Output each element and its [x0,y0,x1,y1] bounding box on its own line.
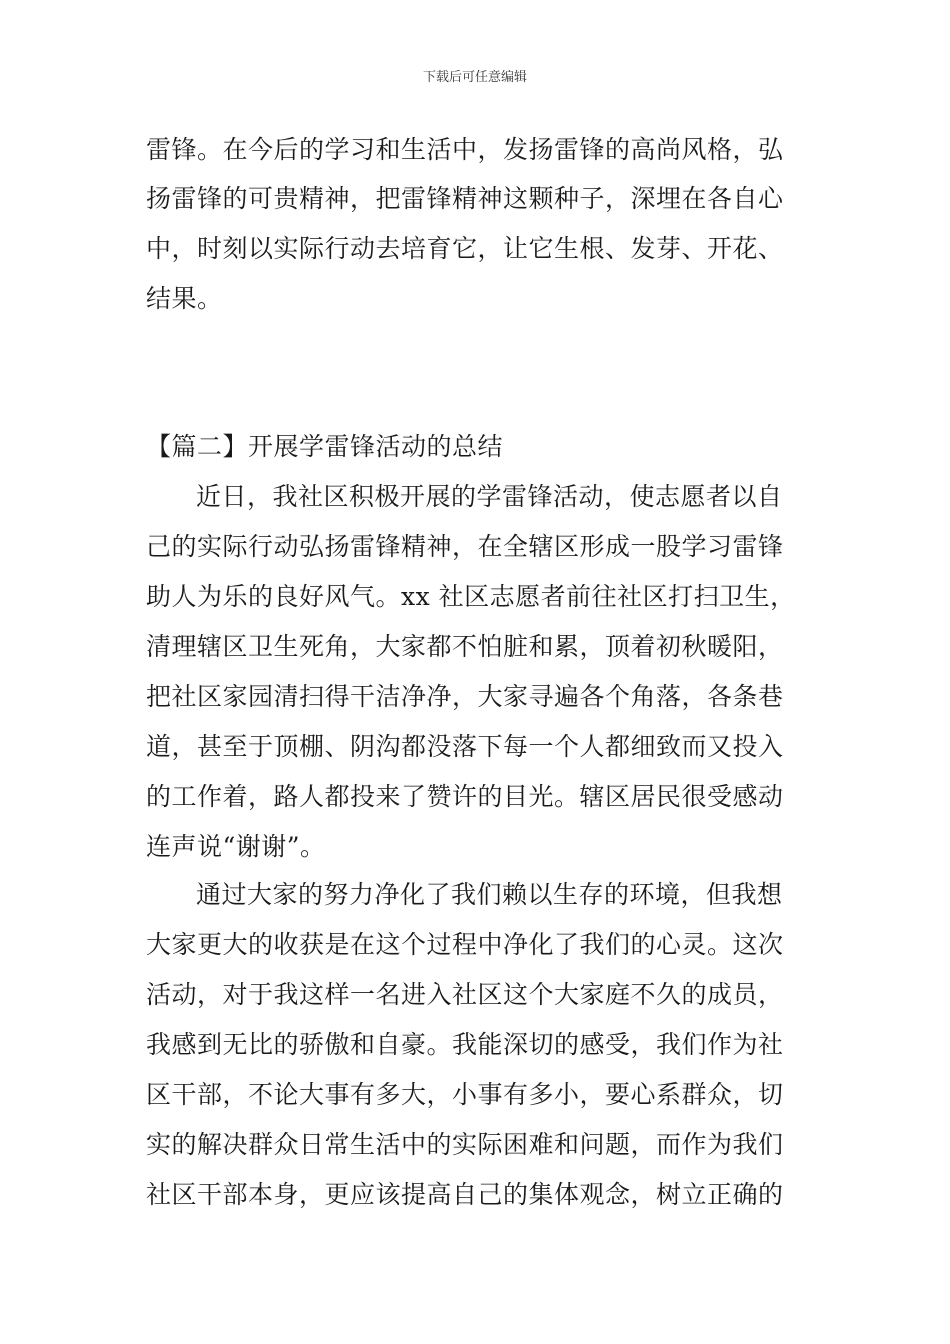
text-line: 连声说“谢谢”。 [146,832,326,861]
text-line: 我感到无比的骄傲和自豪。我能深切的感受，我们作为社 [146,1030,784,1059]
section-heading: 【篇二】开展学雷锋活动的总结 [146,432,504,461]
text-line: 扬雷锋的可贵精神，把雷锋精神这颗种子，深埋在各自心 [146,184,784,213]
text-line: 把社区家园清扫得干洁净净，大家寻遍各个角落，各条巷 [146,682,784,711]
text-line: 区干部，不论大事有多大，小事有多小，要心系群众，切 [146,1080,784,1109]
paragraph-first-line: 近日，我社区积极开展的学雷锋活动，使志愿者以自 [196,482,783,511]
text-line: 助人为乐的良好风气。xx 社区志愿者前往社区打扫卫生， [146,582,796,611]
text-line: 实的解决群众日常生活中的实际困难和问题，而作为我们 [146,1130,784,1159]
text-line: 社区干部本身，更应该提高自己的集体观念，树立正确的 [146,1180,784,1209]
paragraph-first-line: 通过大家的努力净化了我们赖以生存的环境，但我想 [196,880,783,909]
text-line: 道，甚至于顶棚、阴沟都没落下每一个人都细致而又投入 [146,732,784,761]
text-line: 结果。 [146,284,223,313]
text-line: 中，时刻以实际行动去培育它，让它生根、发芽、开花、 [146,234,784,263]
text-line: 雷锋。在今后的学习和生活中，发扬雷锋的高尚风格，弘 [146,135,784,164]
text-line: 清理辖区卫生死角，大家都不怕脏和累，顶着初秋暖阳， [146,632,784,661]
page-header: 下载后可任意编辑 [422,70,527,85]
text-line: 大家更大的收获是在这个过程中净化了我们的心灵。这次 [146,930,784,959]
text-line: 活动，对于我这样一名进入社区这个大家庭不久的成员， [146,980,784,1009]
text-line: 己的实际行动弘扬雷锋精神，在全辖区形成一股学习雷锋 [146,532,784,561]
text-line: 的工作着，路人都投来了赞许的目光。辖区居民很受感动 [146,782,784,811]
